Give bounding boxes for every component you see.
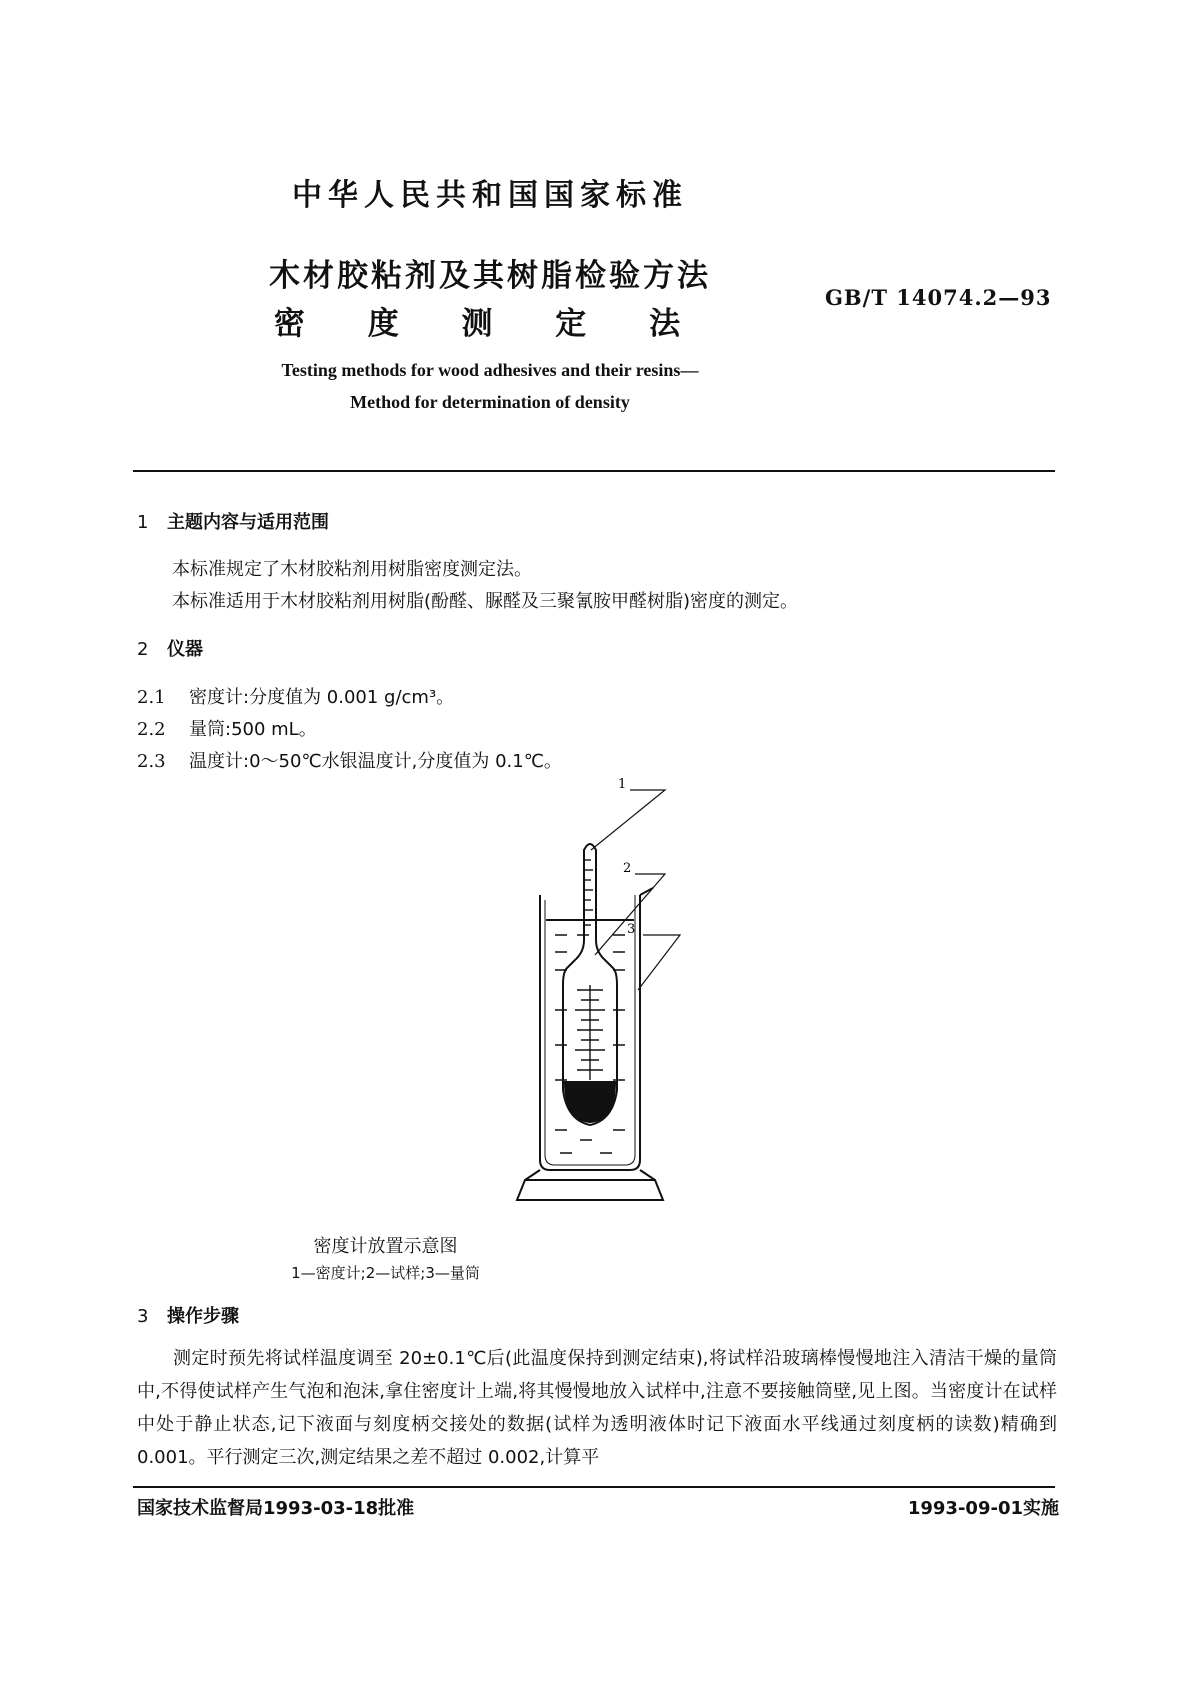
bottom-rule xyxy=(133,1486,1055,1488)
section2-title: 仪器 xyxy=(167,639,203,660)
section2-number: 2 xyxy=(137,639,149,660)
section3-heading xyxy=(137,1302,239,1328)
title-zh-line1: 木材胶粘剂及其树脂检验方法 xyxy=(269,258,711,294)
implementation-date: 1993-09-01实施 xyxy=(907,1498,1059,1519)
hydrometer xyxy=(563,844,617,1125)
section3-number: 3 xyxy=(137,1306,149,1327)
section1-number: 1 xyxy=(137,512,149,533)
item-number: 2.1 xyxy=(137,687,166,708)
figure-label-2: 2 xyxy=(623,861,632,876)
section2-item-3 xyxy=(137,747,562,773)
standard-code: GB/T 14074.2—93 xyxy=(825,285,1052,310)
title-en-line2: Method for determination of density xyxy=(350,392,630,412)
hydrometer-diagram xyxy=(505,777,725,1220)
item-text: 密度计:分度值为 0.001 g/cm³。 xyxy=(189,687,455,708)
section3-paragraph: 测定时预先将试样温度调至 20±0.1℃后(此温度保持到测定结束),将试样沿玻璃棒慢慢地注入清洁干燥的量筒中,不得使试样产生气泡和泡沫,拿住密度计上端,将其慢慢地放入试样中,注意不要接触筒壁,见上图。当密度计在试样中处于静止状态,记下液面与刻度柄交接处的数据(试样为透明液体时记下液面水平线通过刻度柄的读数)精确到 0.001。平行测定三次,测定结果之差不超过 0.002,计算平 xyxy=(137,1348,1057,1468)
figure-legend: 1—密度计;2—试样;3—量筒 xyxy=(291,1264,480,1282)
hydrometer-figure xyxy=(505,777,725,1220)
section1-title: 主题内容与适用范围 xyxy=(167,512,329,533)
title-en-line1: Testing methods for wood adhesives and their resins— xyxy=(281,360,699,380)
item-text: 温度计:0～50℃水银温度计,分度值为 0.1℃。 xyxy=(189,751,562,772)
title-zh-line2: 密 度 测 定 法 xyxy=(273,306,707,342)
section1-paragraph-2: 本标准适用于木材胶粘剂用树脂(酚醛、脲醛及三聚氰胺甲醛树脂)密度的测定。 xyxy=(172,591,799,612)
section2-item-2 xyxy=(137,715,317,741)
top-rule xyxy=(133,470,1055,472)
section1-paragraph-1: 本标准规定了木材胶粘剂用树脂密度测定法。 xyxy=(172,559,532,580)
national-standard-heading: 中华人民共和国国家标准 xyxy=(292,178,688,213)
figure-label-3: 3 xyxy=(627,922,636,937)
item-number: 2.3 xyxy=(137,751,166,772)
item-text: 量筒:500 mL。 xyxy=(189,719,317,740)
item-number: 2.2 xyxy=(137,719,166,740)
section1-heading xyxy=(137,508,329,534)
approval-date: 国家技术监督局1993-03-18批准 xyxy=(137,1498,415,1519)
section3-title: 操作步骤 xyxy=(167,1306,239,1327)
section3-body xyxy=(137,1342,1057,1474)
section2-item-1 xyxy=(137,683,454,709)
figure-label-1: 1 xyxy=(618,777,627,792)
figure-caption: 密度计放置示意图 xyxy=(313,1236,458,1257)
section2-heading xyxy=(137,635,203,661)
